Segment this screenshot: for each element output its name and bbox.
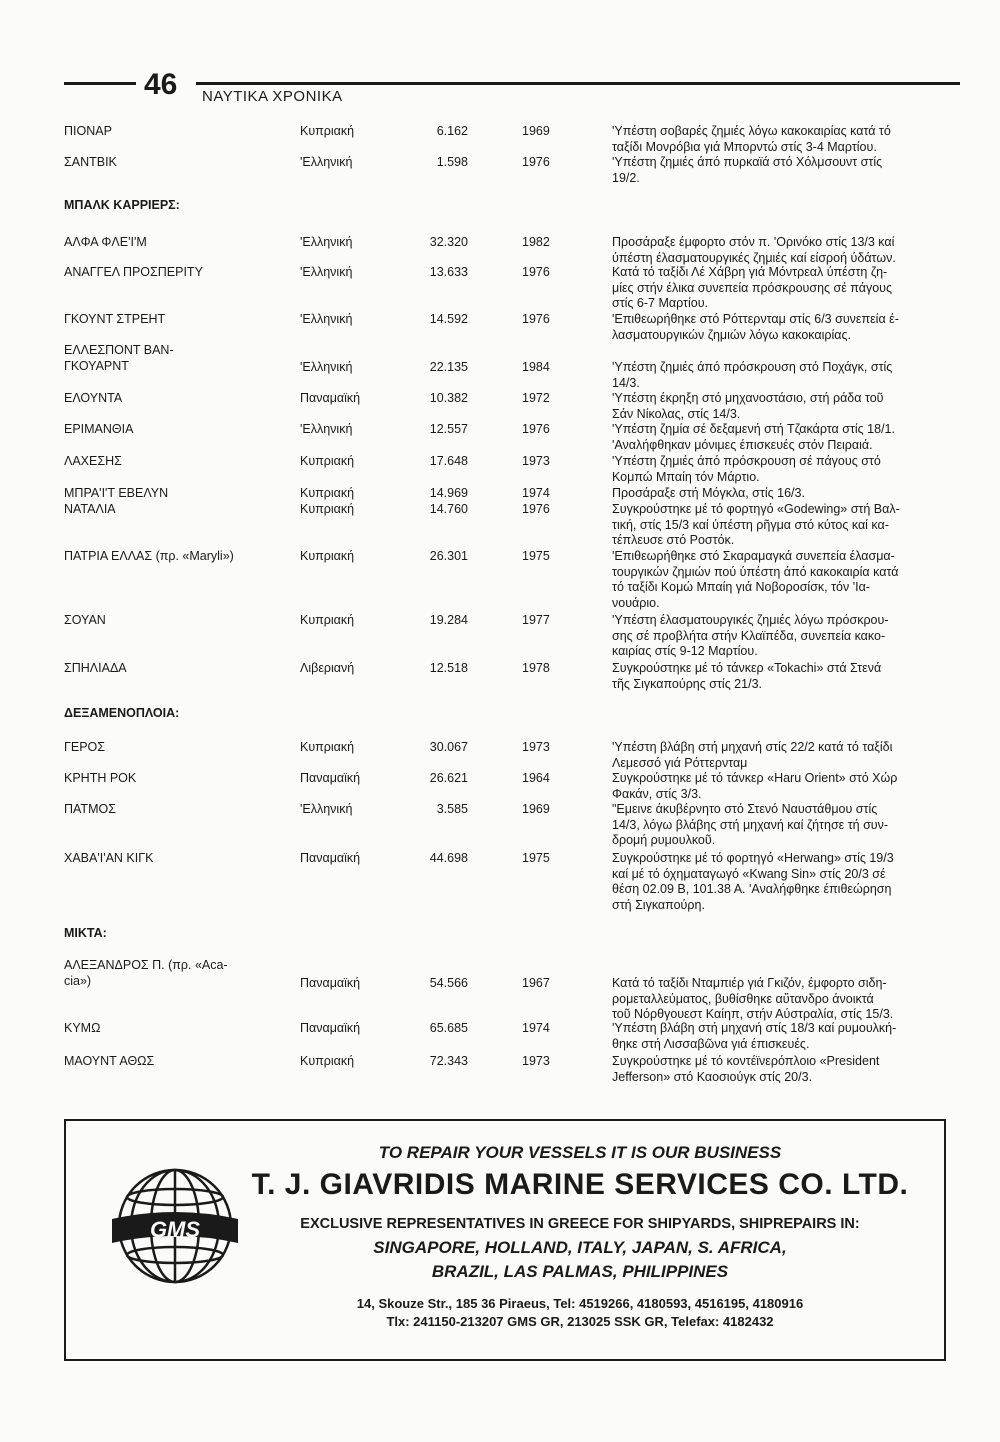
casualty-note: Συγκρούστηκε μέ τό φορτηγό «Godewing» στή Βαλ- τική, στίς 15/3 καί ύπέστη ρῆγμα στό κύτος καί κα- τέπλευσε στό Ροστόκ. — [612, 502, 900, 547]
casualty-note: 'Υπέστη ζημιές άπό πρόσκρουση στό Ποχάγκ, στίς 14/3. — [612, 360, 893, 390]
casualty-note: Κατά τό ταξίδι Λέ Χάβρη γιά Μόντρεαλ ύπέστη ζη- μίες στήν έλικα συνεπεία πρόσκρουσης σέ πάγους στίς 6-7 Μαρτίου. — [612, 265, 893, 310]
vessel-tonnage: 32.320 — [429, 235, 468, 249]
vessel-flag: Λιβεριανή — [300, 661, 355, 675]
casualty-note: Προσάραξε στή Μόγκλα, στίς 16/3. — [612, 486, 805, 500]
ad-address: 14, Skouze Str., 185 36 Piraeus, Tel: 4519266, 4180593, 4516195, 4180916 — [356, 1296, 804, 1311]
vessel-name: ΣΟΥΑΝ — [64, 613, 106, 627]
casualty-note: 'Υπέστη έλασματουργικές ζημιές λόγω πρόσκρου- σης σέ προβλήτα στήν Κλαϊπέδα, συνεπεία κακο- καιρίας στίς 9-12 Μαρτίου. — [612, 613, 889, 658]
vessel-flag: Παναμαϊκή — [300, 771, 361, 785]
vessel-year: 1974 — [522, 1021, 550, 1035]
vessel-name: ΣΠΗΛΙΑΔΑ — [64, 661, 127, 675]
vessel-flag: Κυπριακή — [300, 502, 355, 516]
ad-countries-line-1: SINGAPORE, HOLLAND, ITALY, JAPAN, S. AFRICA, — [373, 1238, 787, 1257]
vessel-name: ΕΡΙΜΑΝΘΙΑ — [64, 422, 134, 436]
vessel-flag: Κυπριακή — [300, 454, 355, 468]
vessel-year: 1972 — [522, 391, 550, 405]
casualty-note: Κατά τό ταξίδι Νταμπιέρ γιά Γκιζόν, έμφορτο σιδη- ρομεταλλεύματος, βυθίσθηκε αὔτανδρο άνοικτά τοῦ Νόρθγουεστ Καίηπ, στήν Αύστραλία, στίς 15/3. — [612, 976, 894, 1021]
vessel-flag: 'Ελληνική — [300, 360, 353, 374]
casualty-note: 'Υπέστη βλάβη στή μηχανή στίς 22/2 κατά τό ταξίδι Λεμεσσό γιά Ρόττερνταμ — [612, 740, 893, 770]
vessel-tonnage: 30.067 — [429, 740, 468, 754]
vessel-tonnage: 12.518 — [429, 661, 468, 675]
vessel-tonnage: 19.284 — [429, 613, 468, 627]
vessel-name: ΜΑΟΥΝΤ ΑΘΩΣ — [64, 1054, 155, 1068]
vessel-tonnage: 14.760 — [429, 502, 468, 516]
vessel-tonnage: 17.648 — [429, 454, 468, 468]
vessel-name: ΧΑΒΑ'Ι'ΑΝ ΚΙΓΚ — [64, 851, 154, 865]
vessel-tonnage: 10.382 — [429, 391, 468, 405]
vessel-flag: Παναμαϊκή — [300, 976, 361, 990]
vessel-tonnage: 26.301 — [429, 549, 468, 563]
vessel-tonnage: 22.135 — [429, 360, 468, 374]
vessel-flag: 'Ελληνική — [300, 422, 353, 436]
logo-text: GMS — [149, 1217, 201, 1242]
ad-countries-line-2: BRAZIL, LAS PALMAS, PHILIPPINES — [431, 1262, 729, 1281]
vessel-year: 1976 — [522, 312, 550, 326]
vessel-flag: Παναμαϊκή — [300, 851, 361, 865]
vessel-year: 1976 — [522, 155, 550, 169]
vessel-tonnage: 54.566 — [429, 976, 468, 990]
section-heading-mixed: ΜΙΚΤΑ: — [64, 926, 107, 940]
ad-company-name: T. J. GIAVRIDIS MARINE SERVICES CO. LTD. — [251, 1168, 909, 1201]
casualty-note: 'Υπέστη ζημία σέ δεξαμενή στή Τζακάρτα στίς 18/1. 'Αναλήφθηκαν μόνιμες έπισκευές στόν Πειραιά. — [612, 422, 895, 452]
vessel-year: 1975 — [522, 549, 550, 563]
vessel-year: 1967 — [522, 976, 550, 990]
vessel-name: ΓΚΟΥΝΤ ΣΤΡΕΗΤ — [64, 312, 166, 326]
vessel-name: ΠΙΟΝΑΡ — [64, 124, 112, 138]
vessel-year: 1982 — [522, 235, 550, 249]
vessel-tonnage: 1.598 — [436, 155, 468, 169]
ad-exclusive-line: EXCLUSIVE REPRESENTATIVES IN GREECE FOR SHIPYARDS, SHIPREPAIRS IN: — [300, 1216, 860, 1232]
vessel-flag: 'Ελληνική — [300, 155, 353, 169]
vessel-flag: Κυπριακή — [300, 740, 355, 754]
vessel-year: 1964 — [522, 771, 550, 785]
casualty-note: 'Υπέστη σοβαρές ζημιές λόγω κακοκαιρίας κατά τό ταξίδι Μονρόβια γιά Μπορντώ στίς 3-4 Μαρτίου. — [612, 124, 891, 154]
vessel-name: ΑΛΦΑ ΦΛΕ'Ι'Μ — [64, 235, 147, 249]
casualty-note: 'Υπέστη έκρηξη στό μηχανοστάσιο, στή ράδα τοῦ Σάν Νίκολας, στίς 14/3. — [612, 391, 884, 421]
vessel-year: 1976 — [522, 422, 550, 436]
vessel-name: ΑΛΕΞΑΝΔΡΟΣ Π. (πρ. «Aca- cia») — [64, 958, 228, 988]
vessel-tonnage: 72.343 — [429, 1054, 468, 1068]
page-number: 46 — [144, 68, 178, 101]
vessel-tonnage: 13.633 — [429, 265, 468, 279]
vessel-flag: 'Ελληνική — [300, 802, 353, 816]
casualty-note: Συγκρούστηκε μέ τό κοντέϊνερόπλοιο «President Jefferson» στό Καοσιούγκ στίς 20/3. — [612, 1054, 880, 1084]
vessel-year: 1976 — [522, 502, 550, 516]
vessel-name: ΜΠΡΑ'Ι'Τ ΕΒΕΛΥΝ — [64, 486, 169, 500]
vessel-year: 1975 — [522, 851, 550, 865]
vessel-year: 1973 — [522, 1054, 550, 1068]
casualty-note: Συγκρούστηκε μέ τό τάνκερ «Haru Orient» στό Χώρ Φακάν, στίς 3/3. — [612, 771, 898, 801]
casualty-note: Συγκρούστηκε μέ τό τάνκερ «Tokachi» στά Στενά τῆς Σιγκαπούρης στίς 21/3. — [612, 661, 882, 691]
vessel-flag: Παναμαϊκή — [300, 1021, 361, 1035]
vessel-name: ΑΝΑΓΓΕΛ ΠΡΟΣΠΕΡΙΤΥ — [64, 265, 203, 279]
vessel-year: 1977 — [522, 613, 550, 627]
vessel-name: ΠΑΤΜΟΣ — [64, 802, 116, 816]
vessel-flag: 'Ελληνική — [300, 312, 353, 326]
vessel-flag: Κυπριακή — [300, 1054, 355, 1068]
section-heading-bulk-carriers: ΜΠΑΛΚ ΚΑΡΡΙΕΡΣ: — [64, 198, 180, 212]
vessel-year: 1973 — [522, 740, 550, 754]
vessel-year: 1969 — [522, 802, 550, 816]
vessel-tonnage: 14.592 — [429, 312, 468, 326]
casualty-note: "Εμεινε άκυβέρνητο στό Στενό Ναυστάθμου στίς 14/3, λόγω βλάβης στή μηχανή καί ζήτησε τή συν- δρομή ρυμουλκοῦ. — [612, 802, 889, 847]
section-heading-tankers: ΔΕΞΑΜΕΝΟΠΛΟΙΑ: — [64, 706, 180, 720]
vessel-flag: Κυπριακή — [300, 549, 355, 563]
vessel-name: ΣΑΝΤΒΙΚ — [64, 155, 117, 169]
vessel-tonnage: 3.585 — [436, 802, 468, 816]
header-rule-right — [196, 82, 960, 85]
vessel-tonnage: 14.969 — [429, 486, 468, 500]
vessel-name: ΕΛΛΕΣΠΟΝΤ ΒΑΝ- ΓΚΟΥΑΡΝΤ — [64, 343, 174, 373]
vessel-name: ΓΕΡΟΣ — [64, 740, 106, 754]
vessel-flag: Κυπριακή — [300, 124, 355, 138]
vessel-year: 1976 — [522, 265, 550, 279]
ad-tagline: TO REPAIR YOUR VESSELS IT IS OUR BUSINESS — [378, 1143, 782, 1162]
vessel-year: 1984 — [522, 360, 550, 374]
vessel-year: 1974 — [522, 486, 550, 500]
casualty-note: 'Επιθεωρήθηκε στό Σκαραμαγκά συνεπεία έλασμα- τουργικών ζημιών πού ύπέστη άπό κακοκαιρία κατά τό ταξίδι Κομώ Μπαίη γιά Νοβοροσίσκ, τόν 'Ια- νουάριο. — [612, 549, 899, 610]
vessel-year: 1978 — [522, 661, 550, 675]
vessel-name: ΕΛΟΥΝΤΑ — [64, 391, 123, 405]
vessel-flag: Παναμαϊκή — [300, 391, 361, 405]
vessel-year: 1973 — [522, 454, 550, 468]
vessel-year: 1969 — [522, 124, 550, 138]
publication-title: ΝΑΥΤΙΚΑ ΧΡΟΝΙΚΑ — [202, 88, 343, 105]
header-rule-left — [64, 82, 136, 85]
vessel-flag: 'Ελληνική — [300, 265, 353, 279]
casualty-note: 'Επιθεωρήθηκε στό Ρόττερνταμ στίς 6/3 συνεπεία έ- λασματουργικών ζημιών λόγω κακοκαιρίας. — [612, 312, 899, 342]
casualty-note: 'Υπέστη ζημιές άπό πρόσκρουση σέ πάγους στό Κομπώ Μπαίη τόν Μάρτιο. — [612, 454, 881, 484]
vessel-tonnage: 65.685 — [429, 1021, 468, 1035]
vessel-tonnage: 44.698 — [429, 851, 468, 865]
vessel-name: ΚΥΜΩ — [64, 1021, 101, 1035]
casualty-note: 'Υπέστη ζημιές άπό πυρκαϊά στό Χόλμσουντ στίς 19/2. — [612, 155, 883, 185]
casualty-note: 'Υπέστη βλάβη στή μηχανή στίς 18/3 καί ρυμουλκή- θηκε στή Λισσαβῶνα γιά έπισκευές. — [612, 1021, 897, 1051]
ad-telex: Tlx: 241150-213207 GMS GR, 213025 SSK GR, Telefax: 4182432 — [386, 1314, 774, 1329]
vessel-flag: Κυπριακή — [300, 486, 355, 500]
page-header — [64, 68, 960, 108]
vessel-flag: Κυπριακή — [300, 613, 355, 627]
advertisement-box — [64, 1119, 946, 1361]
casualty-note: Προσάραξε έμφορτο στόν π. 'Ορινόκο στίς 13/3 καί ύπέστη έλασματουργικές ζημιές καί είσροή ύδάτων. — [612, 235, 896, 265]
vessel-name: ΚΡΗΤΗ ΡΟΚ — [64, 771, 137, 785]
casualty-note: Συγκρούστηκε μέ τό φορτηγό «Herwang» στίς 19/3 καί μέ τό όχηματαγωγό «Kwang Sin» στίς 20/3 σέ θέση 02.09 Β, 101.38 Α. 'Αναλήφθηκε έπιθεώρηση στή Σιγκαπούρη. — [612, 851, 894, 912]
vessel-tonnage: 12.557 — [429, 422, 468, 436]
vessel-tonnage: 6.162 — [436, 124, 468, 138]
vessel-tonnage: 26.621 — [429, 771, 468, 785]
vessel-name: ΠΑΤΡΙΑ ΕΛΛΑΣ (πρ. «Maryli») — [64, 549, 234, 563]
vessel-name: ΛΑΧΕΣΗΣ — [64, 454, 122, 468]
vessel-flag: 'Ελληνική — [300, 235, 353, 249]
vessel-name: ΝΑΤΑΛΙΑ — [64, 502, 116, 516]
